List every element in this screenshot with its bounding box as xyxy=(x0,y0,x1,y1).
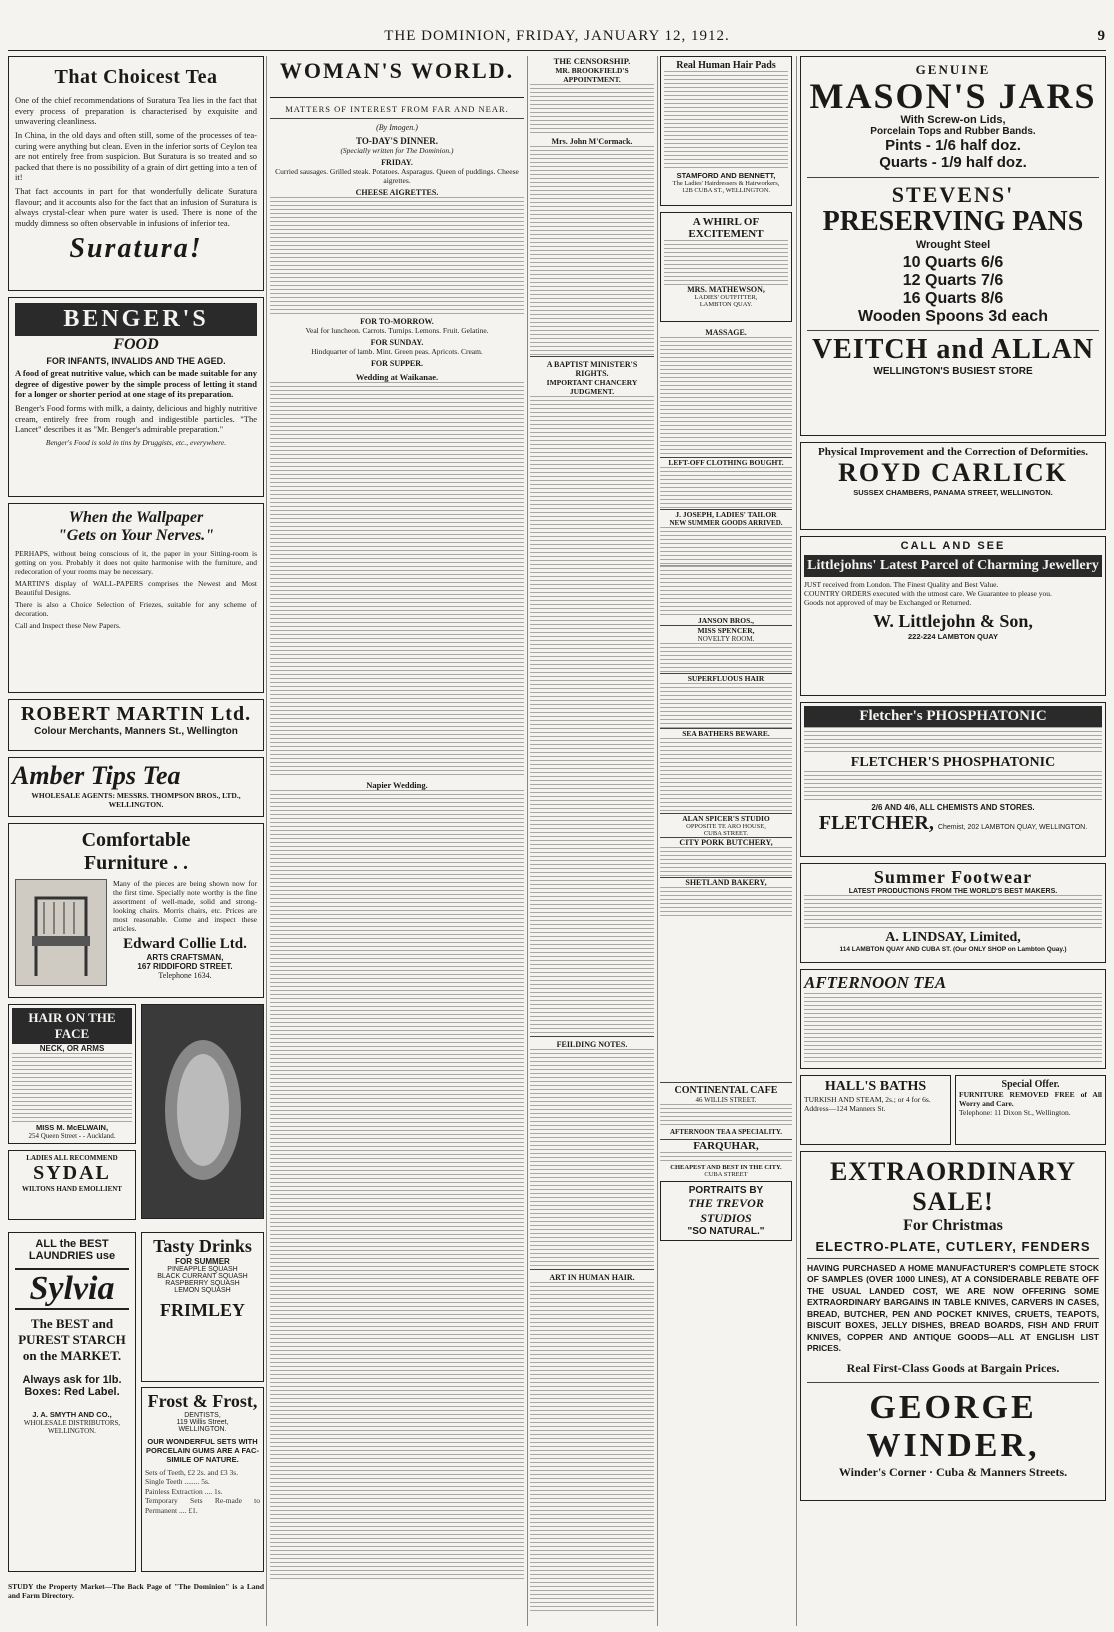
fletcher-headline: Fletcher's PHOSPHATONIC xyxy=(804,706,1102,727)
lanson-name: JANSON BROS., xyxy=(697,616,755,625)
lindsay-name: A. LINDSAY, Limited, xyxy=(885,930,1021,945)
bengers-body: A food of great nutritive value, which can be made suitable for any degree of digestive power by the simple process of letting it stand for a longer or shorter period at one stage of its preparation. xyxy=(15,368,257,400)
martin-name: ROBERT MARTIN Ltd. xyxy=(20,703,252,725)
suratura-tea-ad xyxy=(8,56,264,291)
pan-price: 16 Quarts 8/6 xyxy=(902,290,1004,307)
fletcher-addr: Chemist, 202 LAMBTON QUAY, WELLINGTON. xyxy=(937,824,1088,831)
wrought-steel: Wrought Steel xyxy=(915,239,991,251)
joseph-heading: J. JOSEPH, LADIES' TAILOR xyxy=(660,509,792,519)
lindsay-footwear-ad xyxy=(800,863,1106,963)
quarts-price: Quarts - 1/9 half doz. xyxy=(879,154,1027,171)
friday-menu: Curried sausages. Grilled steak. Potatoes. Asparagus. Queen of puddings. Cheese aigrettes. xyxy=(275,167,519,185)
smyth-line: WHOLESALE DISTRIBUTORS, xyxy=(23,1419,121,1427)
hair-art-heading: ART IN HUMAN HAIR. xyxy=(530,1269,654,1282)
fletcher-ad xyxy=(800,702,1106,857)
pan-price: 12 Quarts 7/6 xyxy=(902,272,1004,289)
column-rule xyxy=(796,56,797,1626)
sydal-logo: SYDAL xyxy=(33,1162,111,1184)
hair-pads-heading: Real Human Hair Pads xyxy=(676,60,776,71)
massage-heading: MASSAGE. xyxy=(705,328,747,337)
wall-headline: When the Wallpaper xyxy=(68,509,204,526)
nelson-moate-tea-illustration xyxy=(141,1004,264,1219)
littlejohn-body: JUST received from London. The Finest Quality and Best Value. xyxy=(804,580,999,589)
tea-body: That fact accounts in part for that wonderfully delicate Suratura flavour; and it accounts also for the fact that an infusion of Suratura is always crystal-clear when pure water is used. There is none of the muddy dimness so often observable in infusions of inferior tea. xyxy=(15,186,257,228)
page-number: 9 xyxy=(1097,28,1106,44)
tea-body: In China, in the old days and often still, some of the processes of tea-curing were anything but clean. Even in the inferior sorts of Ceylon tea are not entirely free from suspicion. But Suratura is so treated and so packed that there is no possibility of a grain of dirt getting into a ten of it! xyxy=(15,129,257,183)
whirl-heading: EXCITEMENT xyxy=(688,228,764,240)
littlejohn-addr: 222-224 LAMBTON QUAY xyxy=(907,632,999,641)
suratura-logo: Suratura! xyxy=(69,232,203,264)
furn-headline: Comfortable xyxy=(81,829,191,851)
spoons-price: Wooden Spoons 3d each xyxy=(858,308,1048,325)
bengers-body: Benger's Food forms with milk, a dainty, delicious and highly nutritive cream, entirely free from rough and indigestible particles. "The Lancet" describes it as "Mr. Benger's admirable preparation." xyxy=(15,402,257,435)
collie-addr: 167 RIDDIFORD STREET. xyxy=(137,962,233,971)
baptist-text xyxy=(530,396,654,1036)
veitch-name: VEITCH and ALLAN xyxy=(811,334,1095,365)
masthead-title: THE DOMINION, FRIDAY, JANUARY 12, 1912. xyxy=(384,28,730,44)
collie-tel: Telephone 1634. xyxy=(158,971,212,980)
hair-pads-ad xyxy=(660,56,792,206)
sylvia-logo: Sylvia xyxy=(15,1268,129,1310)
portraits-label: PORTRAITS BY xyxy=(688,1185,764,1196)
electro-plate: ELECTRO-PLATE, CUTLERY, FENDERS xyxy=(815,1239,1091,1254)
masons-jars: MASON'S JARS xyxy=(809,76,1097,116)
sea-text xyxy=(660,738,792,813)
farquhar-name: FARQUHAR, xyxy=(660,1139,792,1152)
supper-heading: FOR SUPPER. xyxy=(371,359,423,368)
chair-illustration xyxy=(15,879,107,986)
smyth-name: J. A. SMYTH AND CO., xyxy=(32,1410,112,1419)
robert-martin-ad xyxy=(8,699,264,751)
spicer-line: OPPOSITE TE ARO HOUSE, xyxy=(686,823,766,830)
whirl-text xyxy=(664,240,788,285)
masthead-rule xyxy=(8,50,1106,51)
halls-sub: TURKISH AND STEAM, 2s.; or 4 for 6s. xyxy=(804,1095,931,1104)
tomorrow-menu: Veal for luncheon. Carrots. Turnips. Lemons. Fruit. Gelatine. xyxy=(305,326,489,335)
bengers-food: FOOD xyxy=(113,336,159,353)
mathewson-line: LADIES' OUTFITTER, xyxy=(694,294,758,301)
leftoff-heading: LEFT-OFF CLOTHING BOUGHT. xyxy=(660,457,792,467)
butchery-text xyxy=(660,847,792,877)
whirl-heading: A WHIRL OF xyxy=(692,216,760,228)
censorship-text xyxy=(530,84,654,134)
farquhar-text xyxy=(660,1152,792,1164)
littlejohn-name: W. Littlejohn & Son, xyxy=(873,611,1033,631)
superfluous-text xyxy=(660,683,792,728)
dinner-heading: TO-DAY'S DINNER. xyxy=(355,136,439,146)
genuine-label: GENUINE xyxy=(915,62,991,77)
george-winder-ad xyxy=(800,1151,1106,1501)
extraordinary-sale: EXTRAORDINARY SALE! xyxy=(829,1157,1077,1216)
appointment-heading: MR. BROOKFIELD'S APPOINTMENT. xyxy=(555,66,629,84)
sea-heading: SEA BATHERS BEWARE. xyxy=(660,728,792,738)
mathewson-ad xyxy=(660,212,792,322)
recipe-text xyxy=(270,197,524,317)
column-5 xyxy=(800,56,1106,1626)
womans-world-banner xyxy=(270,56,524,98)
sydal-ad xyxy=(8,1150,136,1220)
newsummer-heading: NEW SUMMER GOODS ARRIVED. xyxy=(669,519,783,527)
column-4 xyxy=(660,56,792,1626)
littlejohn-headline: Littlejohns' Latest Parcel of Charming Jewellery xyxy=(804,555,1102,577)
mathewson-line: LAMBTON QUAY. xyxy=(699,301,753,308)
farquhar-line: CUBA STREET xyxy=(704,1171,748,1178)
winder-name: GEORGE WINDER, xyxy=(866,1388,1040,1464)
preserving-pans: PRESERVING PANS xyxy=(822,206,1084,237)
shetland-heading: SHETLAND BAKERY, xyxy=(660,877,792,887)
mccormack-heading: Mrs. John M'Cormack. xyxy=(551,137,633,146)
sunday-heading: FOR SUNDAY. xyxy=(370,338,424,347)
veitch-allan-ad xyxy=(800,56,1106,436)
collie-sub: ARTS CRAFTSMAN, xyxy=(146,953,224,962)
hair-body xyxy=(12,1053,132,1123)
royd-carlick-ad xyxy=(800,442,1106,530)
chancery-heading: IMPORTANT CHANCERY JUDGMENT. xyxy=(546,378,638,396)
amber-logo: Amber Tips Tea xyxy=(12,761,181,790)
masthead xyxy=(0,28,1114,50)
stamford-line: The Ladies' Hairdressers & Hairworkers, xyxy=(672,180,780,187)
hair-addr: 254 Queen Street - - Auckland. xyxy=(28,1132,116,1140)
sydal-sub: WILTONS HAND EMOLLIENT xyxy=(22,1185,122,1193)
winder-sub: Winder's Corner · Cuba & Manners Streets. xyxy=(838,1464,1068,1479)
bengers-logo: BENGER'S xyxy=(15,303,257,336)
continental-heading: CONTINENTAL CAFE xyxy=(660,1082,792,1096)
shetland-text xyxy=(660,887,792,917)
afternoon-tea-heading: AFTERNOON TEA xyxy=(804,973,947,992)
footwear-text xyxy=(804,895,1102,930)
littlejohn-ad xyxy=(800,536,1106,696)
special-heading: Special Offer. xyxy=(1001,1079,1060,1090)
laundry-line: on the MARKET. xyxy=(22,1348,122,1363)
wedding-heading: Wedding at Waikanae. xyxy=(355,372,439,382)
fletcher-text xyxy=(804,727,1102,755)
hair-sub: NECK, OR ARMS xyxy=(39,1044,105,1053)
halls-addr: Address—124 Manners St. xyxy=(804,1104,886,1113)
carlick-name: ROYD CARLICK xyxy=(838,458,1068,487)
martin-sub: Colour Merchants, Manners St., Wellington xyxy=(34,726,238,737)
leftoff-text xyxy=(660,467,792,509)
smyth-line: WELLINGTON. xyxy=(48,1427,96,1435)
wall-body: There is also a Choice Selection of Friezes, suitable for any scheme of decoration. xyxy=(15,600,257,618)
littlejohn-body: COUNTRY ORDERS executed with the utmost care. We Guarantee to please you. xyxy=(804,589,1052,598)
jenson-text xyxy=(660,565,792,616)
feilding-heading: FEILDING NOTES. xyxy=(530,1036,654,1049)
fletcher-name: FLETCHER, xyxy=(818,812,934,834)
wallpaper-ad xyxy=(8,503,264,693)
column-rule xyxy=(657,56,658,1626)
veitch-sub: WELLINGTON'S BUSIEST STORE xyxy=(873,365,1033,377)
hair-name: MISS M. McELWAIN, xyxy=(35,1123,109,1132)
massage-text xyxy=(660,337,792,457)
column-2 xyxy=(270,56,524,1626)
pan-price: 10 Quarts 6/6 xyxy=(902,254,1004,271)
continental-area xyxy=(660,1082,792,1247)
sunday-menu: Hindquarter of lamb. Mint. Green peas. Apricots. Cream. xyxy=(311,347,483,356)
stamford-line: 12B CUBA ST., WELLINGTON. xyxy=(681,187,771,194)
butchery-heading: CITY PORK BUTCHERY, xyxy=(660,837,792,847)
special-sub: FURNITURE REMOVED FREE of All Worry and Care. xyxy=(959,1090,1102,1108)
frost-dentists-ad: Frost & Frost, DENTISTS, 119 Willis Street, WELLINGTON. OUR WONDERFUL SETS WITH PORCELAIN GUMS ARE A FAC-SIMILE OF NATURE. Sets of Teeth, £2 2s. and £3 3s. Single Teeth ........ 5s. Painless Extraction .... 1s. Temporary Sets Re-made to Permanent .... £1. xyxy=(141,1387,264,1572)
dinner-note: (Specially written for The Dominion.) xyxy=(340,146,454,155)
tea-headline: That Choicest Tea xyxy=(54,66,218,88)
so-natural: "SO NATURAL." xyxy=(687,1226,765,1237)
bengers-food-ad xyxy=(8,297,264,497)
byline: (By Imogen.) xyxy=(376,123,418,132)
sydal-label: LADIES ALL RECOMMEND xyxy=(26,1154,118,1162)
amber-agents: WHOLESALE AGENTS: MESSRS. THOMPSON BROS., LTD., WELLINGTON. xyxy=(31,791,241,809)
masons-sub: With Screw-on Lids, xyxy=(900,114,1006,126)
summer-footwear: Summer Footwear xyxy=(873,867,1033,887)
wall-headline: "Gets on Your Nerves." xyxy=(57,527,215,544)
fletcher-text xyxy=(804,771,1102,803)
mccormack-text xyxy=(530,146,654,356)
winder-body: HAVING PURCHASED A HOME MANUFACTURER'S COMPLETE STOCK OF SAMPLES (OVER 1000 LINES), AT A CONSIDERABLE REBATE OFF THE USUAL LANDED COST, WE ARE NOW OFFERING SOME EXTRAORDINARY BARGAINS IN TABLE KNIVES, CARVERS IN CASES, BREAD, BUTCHER, PEN AND POCKET KNIVES, CRUETS, TEAPOTS, BISCUIT BOXES, JELLY DISHES, BREAD BOARDS, FISH AND FRUIT KNIVES, COPPER AND ANTIQUE GOODS—ALL AT ENGLISH LIST PRICES. xyxy=(807,1263,1099,1354)
baptist-heading: A BAPTIST MINISTER'S RIGHTS. xyxy=(530,356,654,378)
summer-sub: LATEST PRODUCTIONS FROM THE WORLD'S BEST MAKERS. xyxy=(848,888,1058,895)
bengers-sub: FOR INFANTS, INVALIDS AND THE AGED. xyxy=(46,356,226,366)
afternoon-tea-ad xyxy=(800,969,1106,1069)
laundry-line: Boxes: Red Label. xyxy=(24,1386,120,1398)
collie-furniture-ad xyxy=(8,823,264,998)
spicer-line: CUBA STREET. xyxy=(703,830,749,837)
amber-tips-ad xyxy=(8,757,264,817)
wall-body: MARTIN'S display of WALL-PAPERS comprises the Newest and Most Beautiful Designs. xyxy=(15,579,257,597)
hair-headline: HAIR ON THE FACE xyxy=(12,1008,132,1044)
fletcher-headline2: FLETCHER'S PHOSPHATONIC xyxy=(850,755,1056,770)
furn-body: Many of the pieces are being shown now for the first time. Specially note worthy is the fine assortment of well-made, solid and strong-looking chairs. Morris chairs, etc. Prices are most reasonable. Come and inspect these articles. xyxy=(113,879,257,933)
spencer-heading: MISS SPENCER, xyxy=(660,625,792,635)
property-footer: STUDY the Property Market—The Back Page of "The Dominion" is a Land and Farm Directory. xyxy=(8,1582,264,1600)
continental-addr: 46 WILLIS STREET. xyxy=(695,1096,757,1104)
farquhar-line: CHEAPEST AND BEST IN THE CITY. xyxy=(670,1164,782,1171)
mathewson-name: MRS. MATHEWSON, xyxy=(687,285,765,294)
special-offer-ad xyxy=(955,1075,1106,1145)
hair-pads-text xyxy=(664,71,788,171)
continental-text xyxy=(660,1104,792,1128)
continental-speciality: AFTERNOON TEA A SPECIALITY. xyxy=(669,1128,783,1136)
tomorrow-heading: FOR TO-MORROW. xyxy=(360,317,434,326)
hair-on-face-ad xyxy=(8,1004,136,1144)
laundry-line: PUREST STARCH xyxy=(18,1332,126,1347)
spicer-heading: ALAN SPICER'S STUDIO xyxy=(660,813,792,823)
carlick-sub: SUSSEX CHAMBERS, PANAMA STREET, WELLINGTON. xyxy=(853,488,1053,497)
lindsay-addr: 114 LAMBTON QUAY AND CUBA ST. (Our ONLY SHOP on Lambton Quay.) xyxy=(839,946,1067,953)
laundry-line: ALL the BEST xyxy=(35,1238,109,1250)
trevor-studios-ad xyxy=(660,1181,792,1241)
wall-body: Call and Inspect these New Papers. xyxy=(15,621,121,630)
column-3 xyxy=(530,56,654,1626)
physical-heading: Physical Improvement and the Correction of Deformities. xyxy=(818,446,1088,458)
column-1 xyxy=(8,56,264,1626)
furn-headline: Furniture . . xyxy=(83,852,189,874)
trevor-name: THE TREVOR STUDIOS xyxy=(688,1196,764,1225)
pints-price: Pints - 1/6 half doz. xyxy=(885,137,1021,154)
stevens-label: STEVENS' xyxy=(891,182,1015,207)
halls-baths-ad xyxy=(800,1075,951,1145)
special-addr: Telephone: 11 Dixon St., Wellington. xyxy=(959,1108,1071,1117)
halls-name: HALL'S BATHS xyxy=(824,1079,927,1094)
call-see: CALL AND SEE xyxy=(900,540,1006,552)
tasty-drinks-ad: Tasty Drinks FOR SUMMER PINEAPPLE SQUASH BLACK CURRANT SQUASH RASPBERRY SQUASH LEMON SQUASH FRIMLEY xyxy=(141,1232,264,1382)
spencer-text xyxy=(660,643,792,673)
column-rule xyxy=(266,56,267,1626)
fletcher-price: 2/6 AND 4/6, ALL CHEMISTS AND STORES. xyxy=(871,803,1035,812)
womans-world-subtitle: MATTERS OF INTEREST FROM FAR AND NEAR. xyxy=(285,104,509,114)
bengers-sold: Benger's Food is sold in tins by Druggists, etc., everywhere. xyxy=(45,437,227,447)
wall-body: PERHAPS, without being conscious of it, the paper in your Sitting-room is getting on you. Probably it does not quite harmonise with the furniture, and redecoration of your rooms may be necessary. xyxy=(15,549,257,576)
tea-body: One of the chief recommendations of Suratura Tea lies in the fact that every process of preparation is characterised by exquisite and unwavering cleanliness. xyxy=(15,95,257,127)
censorship-heading: THE CENSORSHIP. xyxy=(553,56,631,66)
column-rule xyxy=(527,56,528,1626)
masons-sub: Porcelain Tops and Rubber Bands. xyxy=(870,126,1036,137)
superfluous-heading: SUPERFLUOUS HAIR xyxy=(660,673,792,683)
for-christmas: For Christmas xyxy=(903,1217,1003,1234)
spencer-sub: NOVELTY ROOM. xyxy=(697,635,755,643)
sylvia-starch-ad xyxy=(8,1232,136,1572)
laundry-line: LAUNDRIES use xyxy=(28,1250,116,1262)
collie-name: Edward Collie Ltd. xyxy=(123,936,247,952)
littlejohn-body: Goods not approved of may be Exchanged or Returned. xyxy=(804,598,972,607)
afternoon-tea-text xyxy=(804,993,1102,1063)
napier-heading: Napier Wedding. xyxy=(366,780,428,790)
laundry-line: Always ask for 1lb. xyxy=(22,1374,122,1386)
first-class-goods: Real First-Class Goods at Bargain Prices. xyxy=(846,1360,1060,1375)
wedding-text xyxy=(270,382,524,777)
laundry-line: The BEST and xyxy=(30,1316,114,1331)
feilding-text xyxy=(530,1049,654,1269)
friday-heading: FRIDAY. xyxy=(381,158,413,167)
cheese-heading: CHEESE AIGRETTES. xyxy=(355,188,439,197)
hair-art-text xyxy=(530,1282,654,1612)
social-text xyxy=(270,790,524,1580)
stamford-name: STAMFORD AND BENNETT, xyxy=(676,171,776,180)
joseph-text xyxy=(660,527,792,565)
womans-world-title: WOMAN'S WORLD. xyxy=(279,58,515,83)
